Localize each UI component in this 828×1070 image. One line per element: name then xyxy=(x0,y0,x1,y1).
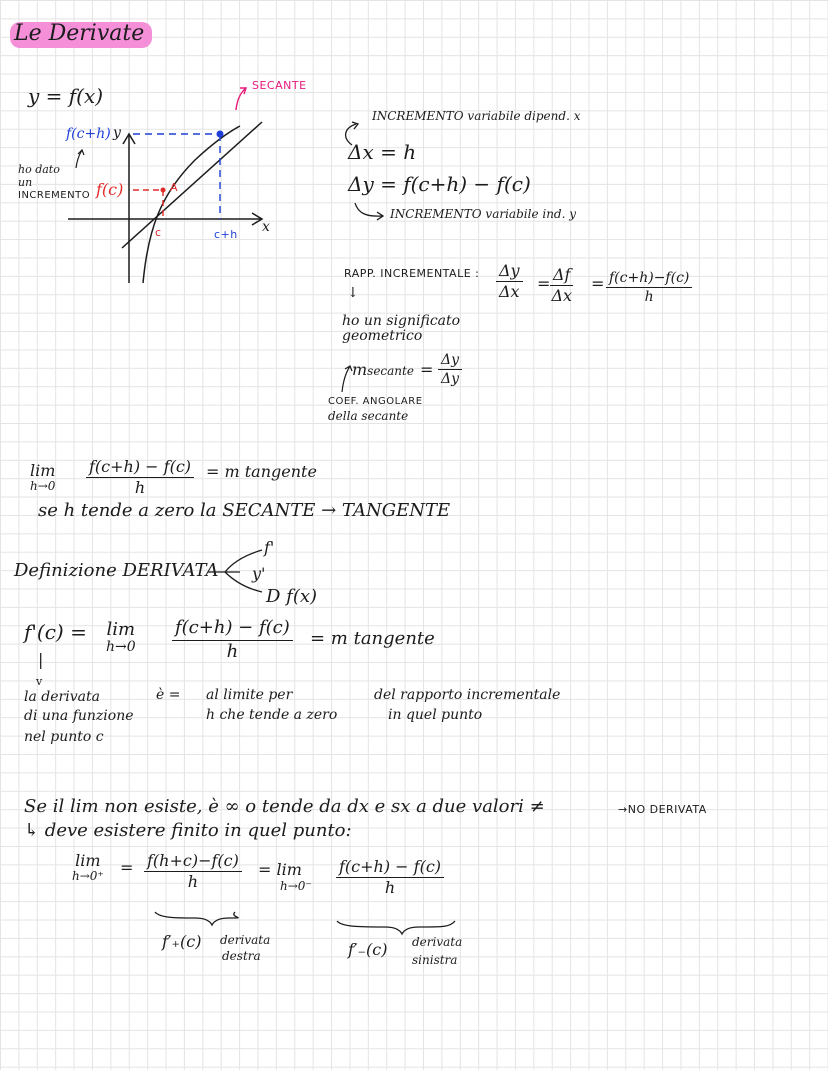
ratio-down-arrow: ↓ xyxy=(347,285,359,301)
right-lim-equals: = xyxy=(120,858,134,877)
coef-line1: COEF. ANGOLARE xyxy=(328,396,423,407)
ch-label: c+h xyxy=(214,228,238,241)
definition-bar: | xyxy=(38,650,44,669)
dx-equation: Δx = h xyxy=(348,140,417,164)
left-derivative-symbol: f′₋(c) xyxy=(348,940,388,959)
existence-line2: ↳ deve esistere finito in quel punto: xyxy=(24,820,352,841)
notation-y-prime: y' xyxy=(252,564,266,583)
brace-left xyxy=(337,921,455,934)
left-derivative-line1: derivata xyxy=(412,935,463,949)
page-title: Le Derivate xyxy=(10,22,152,48)
tangent-lim: lim h→0 xyxy=(30,461,56,493)
desc3-line1: del rapporto incrementale xyxy=(374,687,561,703)
desc1-line1: la derivata xyxy=(24,689,100,705)
notation-df: D f(x) xyxy=(266,586,318,607)
ratio-equals-1: = xyxy=(537,274,551,293)
tangent-note: se h tende a zero la SECANTE → TANGENTE xyxy=(38,500,451,521)
desc2-line1: al limite per xyxy=(206,687,293,703)
function-label: y = f(x) xyxy=(28,84,104,108)
m-equals: = xyxy=(420,360,434,379)
dy-note: INCREMENTO variabile ind. y xyxy=(390,207,577,221)
secant-label: SECANTE xyxy=(252,79,307,92)
definition-lhs: f'(c) = xyxy=(24,620,87,644)
left-lim-sub: h→0⁻ xyxy=(280,879,312,893)
fc-label: f(c) xyxy=(96,180,124,199)
right-derivative-line2: destra xyxy=(222,949,261,963)
desc3-line2: in quel punto xyxy=(388,707,483,723)
right-lim: lim h→0⁺ xyxy=(72,851,104,883)
desc1-line3: nel punto c xyxy=(24,729,104,745)
point-secant xyxy=(217,131,224,138)
left-fraction: $\frac{f(c+h) - f(c)}{h}$ xyxy=(336,858,444,898)
point-a-dot xyxy=(161,188,166,193)
coef-line2: della secante xyxy=(328,409,409,423)
tangent-fraction: $\frac{f(c+h) - f(c)}{h}$ xyxy=(86,458,194,498)
desc1-line2: di una funzione xyxy=(24,708,134,724)
m-fraction: $\frac{\Delta y}{\Delta y}$ xyxy=(438,352,462,387)
geom-line1: ho un significato xyxy=(342,313,461,329)
y-axis-label: y xyxy=(113,125,121,141)
ratio-fraction-3: $\frac{f(c+h)-f(c)}{h}$ xyxy=(606,270,692,305)
definition-label: Definizione DERIVATA xyxy=(14,560,219,581)
definition-result: = m tangente xyxy=(310,628,435,649)
m-secante: msecante xyxy=(352,360,414,379)
dx-note: INCREMENTO variabile dipend. x xyxy=(372,109,581,123)
fch-label: f(c+h) xyxy=(66,126,111,142)
note-line2: un xyxy=(18,176,33,189)
desc-equals: è = xyxy=(156,687,181,703)
coef-arrow xyxy=(342,366,350,392)
right-derivative-symbol: f′₊(c) xyxy=(162,932,202,951)
geom-line2: geometrico xyxy=(342,328,423,344)
note-line3: INCREMENTO xyxy=(18,190,91,201)
notation-f-prime: f' xyxy=(264,538,275,557)
function-curve xyxy=(143,126,240,283)
tangent-result: = m tangente xyxy=(206,462,317,481)
ratio-fraction-2: $\frac{\Delta f}{\Delta x}$ xyxy=(551,265,573,306)
brace-right xyxy=(155,912,238,925)
definition-fraction: $\frac{f(c+h) - f(c)}{h}$ xyxy=(172,618,293,662)
left-derivative-line2: sinistra xyxy=(412,953,458,967)
c-label: c xyxy=(155,226,162,239)
right-derivative-line1: derivata xyxy=(220,933,271,947)
ratio-label: RAPP. INCREMENTALE : xyxy=(344,267,480,280)
desc2-line2: h che tende a zero xyxy=(206,707,338,723)
definition-arrow: v xyxy=(36,675,43,688)
right-fraction: $\frac{f(h+c)-f(c)}{h}$ xyxy=(144,852,242,892)
secant-line xyxy=(122,122,262,248)
left-lim-eq: = lim xyxy=(258,860,302,879)
point-a-label: A xyxy=(170,181,179,194)
x-axis-label: x xyxy=(262,219,270,235)
note-line1: ho dato xyxy=(18,163,60,176)
ratio-fraction-1: $\frac{\Delta y}{\Delta x}$ xyxy=(496,262,523,302)
existence-line1: Se il lim non esiste, è ∞ o tende da dx e sx a due valori ≠ xyxy=(24,796,545,817)
dy-curve-arrow xyxy=(355,203,382,216)
dy-equation: Δy = f(c+h) − f(c) xyxy=(348,172,531,196)
ratio-equals-2: = xyxy=(591,274,605,293)
definition-lim: lim h→0 xyxy=(106,619,136,655)
no-derivative-label: →NO DERIVATA xyxy=(618,803,707,816)
